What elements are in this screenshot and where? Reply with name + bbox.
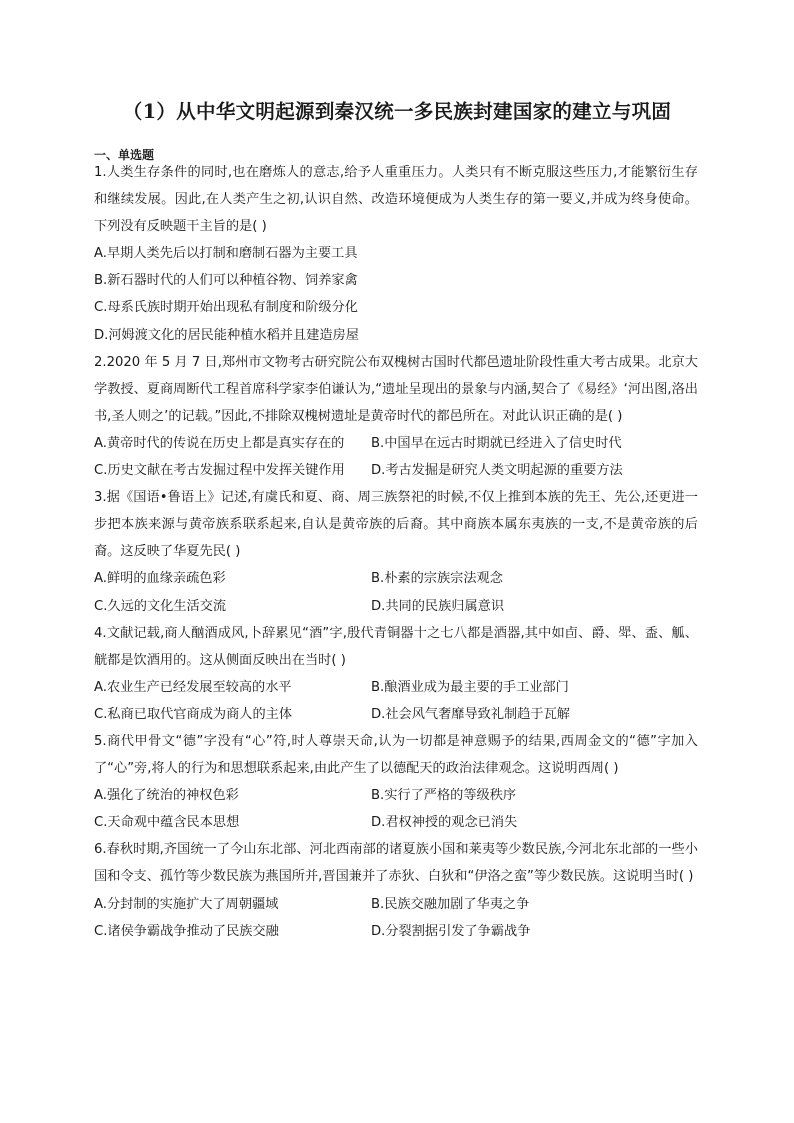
- option-c: C.历史文献在考古发掘过程中发挥关键作用: [94, 463, 345, 479]
- question-3: [94, 484, 698, 619]
- document-title: （1）从中华文明起源到秦汉统一多民族封建国家的建立与巩固: [122, 100, 672, 123]
- option-d: D.共同的民族归属意识: [371, 598, 505, 614]
- question-stem: 3.据《国语•鲁语上》记述,有虞氏和夏、商、周三族祭祀的时候,不仅上推到本族的先王、先公,还更进一步把本族来源与黄帝族系联系起来,自认是黄帝族的后裔。其中商族本属东夷族的一支,不是黄帝族的后裔。这反映了华夏先民( ): [94, 490, 698, 560]
- option-a: A.分封制的实施扩大了周朝疆域: [94, 896, 279, 912]
- option-row: [94, 674, 698, 701]
- option-row: [94, 457, 698, 484]
- option-row: [94, 918, 698, 945]
- option-row: [94, 809, 698, 836]
- option-a: A.农业生产已经发展至较高的水平: [94, 679, 292, 695]
- option-c: C.诸侯争霸战争推动了民族交融: [94, 923, 279, 939]
- option-b: B.民族交融加剧了华夷之争: [371, 896, 530, 912]
- option-row: [94, 891, 698, 918]
- option-row: [94, 701, 698, 728]
- option-a: A.鲜明的血缘亲疏色彩: [94, 571, 226, 587]
- question-2: [94, 349, 698, 484]
- option-b: B.酿酒业成为最主要的手工业部门: [371, 679, 569, 695]
- option-c: C.久远的文化生活交流: [94, 598, 227, 614]
- question-6: [94, 836, 698, 944]
- option-a: A.早期人类先后以打制和磨制石器为主要工具: [94, 246, 358, 262]
- option-b: B.中国早在远古时期就已经进入了信史时代: [371, 435, 622, 451]
- question-stem: 1.人类生存条件的同时,也在磨炼人的意志,给予人重重压力。人类只有不断克服这些压力,才能繁衍生存和继续发展。因此,在人类产生之初,认识自然、改造环境便成为人类生存的第一要义,并成为终身使命。下列没有反映题干主旨的是( ): [94, 165, 698, 235]
- question-4: [94, 620, 698, 728]
- option-d: D.分裂割据引发了争霸战争: [371, 923, 531, 939]
- option-a: A.强化了统治的神权色彩: [94, 788, 239, 804]
- option-row: [94, 565, 698, 592]
- option-b: B.实行了严格的等级秩序: [371, 788, 517, 804]
- option-row: [94, 430, 698, 457]
- option-row: [94, 782, 698, 809]
- question-list: [94, 159, 698, 945]
- question-stem: 2.2020 年 5 月 7 日,郑州市文物考古研究院公布双槐树古国时代都邑遗址阶段性重大考古成果。北京大学教授、夏商周断代工程首席科学家李伯谦认为,“遗址呈现出的景象与内涵,契合了《易经》‘河出图,洛出书,圣人则之’的记载。”因此,不排除双槐树遗址是黄帝时代的都邑所在。对此认识正确的是( ): [94, 354, 698, 424]
- option-d: D.考古发掘是研究人类文明起源的重要方法: [371, 463, 623, 479]
- option-b: B.朴素的宗族宗法观念: [371, 571, 503, 587]
- question-5: [94, 728, 698, 836]
- option-c: C.天命观中蕴含民本思想: [94, 815, 240, 831]
- option-a: A.黄帝时代的传说在历史上都是真实存在的: [94, 435, 345, 451]
- question-1: [94, 159, 698, 349]
- option-c: C.母系氏族时期开始出现私有制度和阶级分化: [94, 300, 358, 316]
- option-d: D.社会风气奢靡导致礼制趋于瓦解: [371, 706, 570, 722]
- section-heading: 一、单选题: [94, 148, 155, 162]
- question-stem: 6.春秋时期,齐国统一了今山东北部、河北西南部的诸夏族小国和莱夷等少数民族,今河北东北部的一些小国和令支、孤竹等少数民族为燕国所并,晋国兼并了赤狄、白狄和“伊洛之蛮”等少数民族。这说明当时( ): [94, 842, 698, 885]
- option-d: D.河姆渡文化的居民能种植水稻并且建造房屋: [94, 327, 359, 343]
- option-c: C.私商已取代官商成为商人的主体: [94, 706, 293, 722]
- option-d: D.君权神授的观念已消失: [371, 815, 518, 831]
- option-b: B.新石器时代的人们可以种植谷物、饲养家禽: [94, 273, 358, 289]
- question-stem: 4.文献记载,商人酗酒成风,卜辞累见“酒”字,殷代青铜器十之七八都是酒器,其中如卣、爵、斝、盉、觚、觥都是饮酒用的。这从侧面反映出在当时( ): [94, 625, 698, 668]
- question-stem: 5.商代甲骨文“德”字没有“心”符,时人尊崇天命,认为一切都是神意赐予的结果,西周金文的“德”字加入了“心”旁,将人的行为和思想联系起来,由此产生了以德配天的政治法律观念。这说明西周( ): [94, 733, 698, 777]
- option-row: [94, 593, 698, 620]
